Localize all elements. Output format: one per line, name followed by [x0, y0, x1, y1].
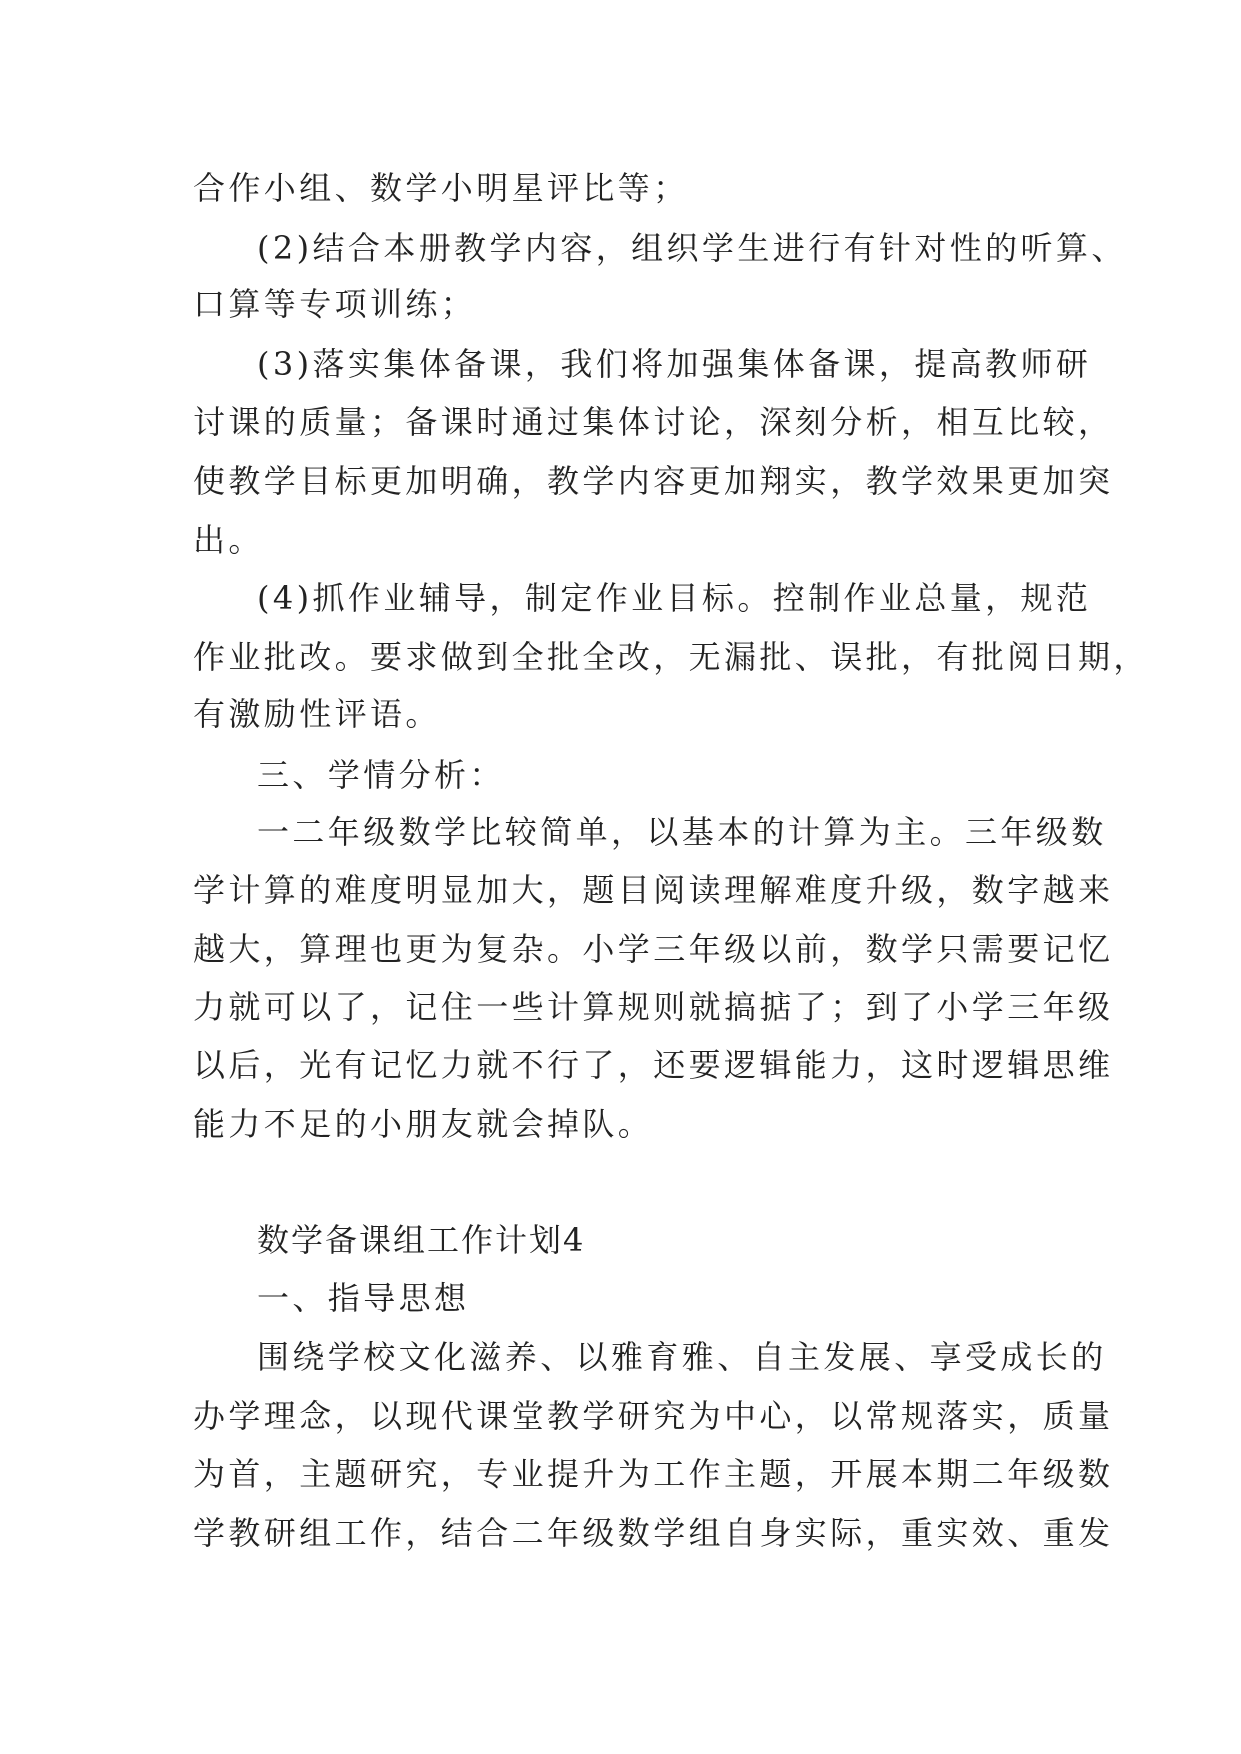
text-line: 作业批改。要求做到全批全改，无漏批、误批，有批阅日期， [193, 638, 1149, 676]
document-title: 数学备课组工作计划4 [257, 1221, 586, 1259]
section-heading: 一、指导思想 [257, 1279, 470, 1317]
text-line: (4)抓作业辅导，制定作业目标。控制作业总量，规范 [257, 579, 1092, 617]
text-line: (2)结合本册教学内容，组织学生进行有针对性的听算、 [257, 229, 1127, 267]
text-line: 出。 [193, 521, 264, 559]
text-line: 合作小组、数学小明星评比等； [193, 169, 689, 207]
text-line: 有激励性评语。 [193, 695, 441, 733]
text-line: 使教学目标更加明确，教学内容更加翔实，教学效果更加突 [193, 462, 1114, 500]
text-line: 围绕学校文化滋养、以雅育雅、自主发展、享受成长的 [257, 1338, 1107, 1376]
text-line: 能力不足的小朋友就会掉队。 [193, 1105, 654, 1143]
section-heading: 三、学情分析： [257, 756, 505, 794]
text-line: 学计算的难度明显加大，题目阅读理解难度升级，数字越来 [193, 871, 1114, 909]
text-line: 口算等专项训练； [193, 285, 477, 323]
text-line: 为首，主题研究，专业提升为工作主题，开展本期二年级数 [193, 1455, 1114, 1493]
text-line: 办学理念，以现代课堂教学研究为中心，以常规落实，质量 [193, 1397, 1114, 1435]
text-line: 一二年级数学比较简单，以基本的计算为主。三年级数 [257, 813, 1107, 851]
text-line: 以后，光有记忆力就不行了，还要逻辑能力，这时逻辑思维 [193, 1046, 1114, 1084]
text-line: 力就可以了，记住一些计算规则就搞掂了；到了小学三年级 [193, 988, 1114, 1026]
text-line: (3)落实集体备课，我们将加强集体备课，提高教师研 [257, 345, 1092, 383]
text-line: 讨课的质量；备课时通过集体讨论，深刻分析，相互比较， [193, 403, 1114, 441]
text-line: 越大，算理也更为复杂。小学三年级以前，数学只需要记忆 [193, 930, 1114, 968]
text-line: 学教研组工作，结合二年级数学组自身实际，重实效、重发 [193, 1514, 1114, 1552]
